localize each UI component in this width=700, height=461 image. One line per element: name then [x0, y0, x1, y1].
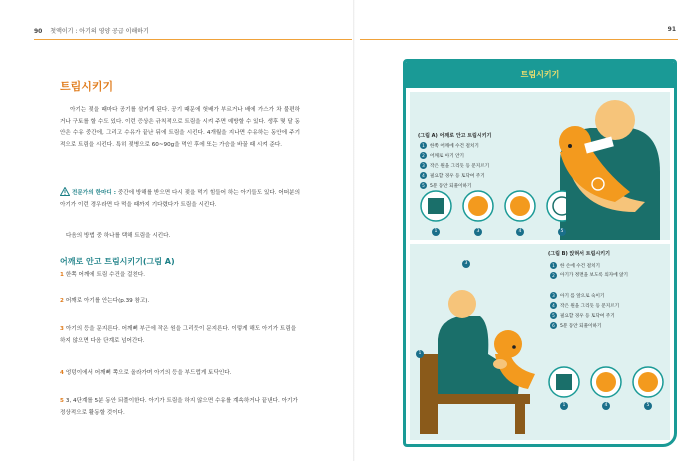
item-number: 5 [550, 312, 557, 319]
item-text: 어깨로 아기 안기 [430, 154, 464, 159]
step-number: 2 [60, 298, 64, 304]
step-number: 5 [60, 398, 64, 404]
figure-b-item [550, 292, 604, 299]
icon-number: 1 [432, 228, 440, 236]
item-number: 6 [550, 322, 557, 329]
step-item [60, 324, 300, 347]
item-number: 3 [550, 292, 557, 299]
left-running-title: 첫액이기 : 아기의 영양 공급 이해하기 [50, 28, 149, 35]
step-number: 3 [60, 326, 64, 332]
item-text: 5분 동안 되풀이하기 [560, 324, 602, 329]
step-text: 3, 4단계를 5분 동안 되풀이한다. 아기가 트림을 하지 않으면 수유를 계속하거나 끝낸다. 아기가 정상적으로 활동할 것이다. [60, 398, 298, 416]
left-header-rule [34, 39, 352, 40]
step-number: 4 [60, 370, 64, 376]
left-running-header [34, 26, 149, 38]
section-title: 트림시키기 [60, 80, 114, 93]
note-text: 중간에 방해를 받으면 다시 젖을 먹기 힘들어 하는 아기들도 있다. 어떠분의 아기가 이런 경우라면 다 먹을 때까지 기다렸다가 트림을 시킨다. [60, 190, 300, 208]
item-text: 한 손에 수건 걸치기 [560, 264, 600, 269]
step-item [60, 396, 300, 419]
illustration-panel [403, 59, 677, 447]
figure-b-step-icons [546, 364, 666, 404]
parent-seated-baby-on-lap-illustration [410, 244, 670, 440]
item-text: 작은 원을 그리듯 등 문지르기 [560, 304, 620, 309]
icon-number: 3 [474, 228, 482, 236]
figure-a-box [410, 92, 670, 240]
item-number: 1 [420, 142, 427, 149]
figure-b-marker: 1 [416, 350, 424, 358]
lead-sentence: 다음의 방법 중 하나를 택해 트림을 시킨다. [66, 233, 171, 239]
figure-a-caption: (그림 A) 어깨로 안고 트림시키기 [418, 133, 492, 139]
panel-title: 트림시키기 [520, 70, 560, 79]
step-item [60, 296, 300, 308]
figure-b-item [550, 322, 601, 329]
intro-paragraph: 아기는 젖을 때마다 공기를 삼키게 된다. 공기 때문에 헛배가 부르거나 배에 가스가 차 불편하거나 구토를 할 수도 있다. 이런 증상은 규칙적으로 트림을 시켜 주면 예방할 수 있다. 생후 몇 달 동안은 수유 중간에, 그리고 수유가 끝난 뒤에 트림을 시킨다. 4개월을 지나면 수유하는 동안에 주기적으로 트림을 시킨다. 특히 젖병으로 60~90g을 먹인 후에 또는 가슴을 바꿀 때 시켜 준다. [60, 107, 300, 148]
step-number: 1 [60, 272, 64, 278]
figure-a-item [420, 172, 485, 179]
item-number: 1 [550, 262, 557, 269]
figure-b-item [550, 312, 615, 319]
step-text: 한쪽 어깨에 트림 수건을 걸친다. [65, 272, 146, 278]
warning-icon [60, 187, 70, 196]
page-gutter [353, 0, 355, 461]
expert-note [60, 187, 300, 211]
icon-number: 4 [516, 228, 524, 236]
figure-b-item [550, 262, 600, 269]
figure-b-caption: (그림 B) 앉혀서 트림시키기 [548, 251, 610, 257]
item-number: 2 [550, 272, 557, 279]
item-text: 아기 를 앞으로 숙이기 [560, 294, 605, 299]
left-page-number: 90 [34, 28, 43, 35]
item-number: 2 [420, 152, 427, 159]
step-item [60, 270, 300, 282]
step-text: 엉덩이에서 어깨뼈 쪽으로 올라가며 아기의 등을 부드럽게 토닥인다. [65, 370, 232, 376]
right-running-header [668, 26, 682, 38]
item-number: 4 [550, 302, 557, 309]
icon-number: 5 [558, 228, 566, 236]
item-number: 4 [420, 172, 427, 179]
item-number: 3 [420, 162, 427, 169]
figure-b-item [550, 272, 630, 280]
item-number: 5 [420, 182, 427, 189]
method-title: 어깨로 안고 트림시키기(그림 A) [60, 257, 175, 266]
step-item [60, 368, 300, 380]
figure-a-item [420, 152, 464, 159]
item-text: 작은 원을 그리듯 등 문지르기 [430, 164, 490, 169]
right-header-rule [360, 39, 678, 40]
item-text: 필요할 경우 등 토닥여 주기 [430, 174, 485, 179]
icon-number: 1 [560, 402, 568, 410]
figure-b-item [550, 302, 619, 309]
icon-number: 5 [644, 402, 652, 410]
item-text: 아기가 정면을 보도록 의자에 앉기 [560, 273, 628, 278]
step-text: 어깨로 아기를 안는다(p.39 참고). [65, 298, 150, 304]
right-page-number: 91 [667, 26, 676, 33]
note-key: 전문가의 한마디 : [72, 190, 117, 196]
item-text: 필요할 경우 등 토닥여 주기 [560, 314, 615, 319]
figure-b-marker: 3 [462, 260, 470, 268]
icon-number: 4 [602, 402, 610, 410]
figure-a-item [420, 162, 489, 169]
figure-a-item [420, 142, 479, 149]
item-text: 5분 동안 되풀이하기 [430, 184, 472, 189]
item-text: 한쪽 어깨에 수건 걸치기 [430, 144, 479, 149]
step-text: 아기의 등을 문지른다. 어깨뼈 부근에 작은 원을 그리듯이 문지른다. 이렇게 해도 아기가 트림을 하지 않으면 다음 단계로 넘어간다. [60, 326, 297, 344]
figure-b-box [410, 244, 670, 440]
